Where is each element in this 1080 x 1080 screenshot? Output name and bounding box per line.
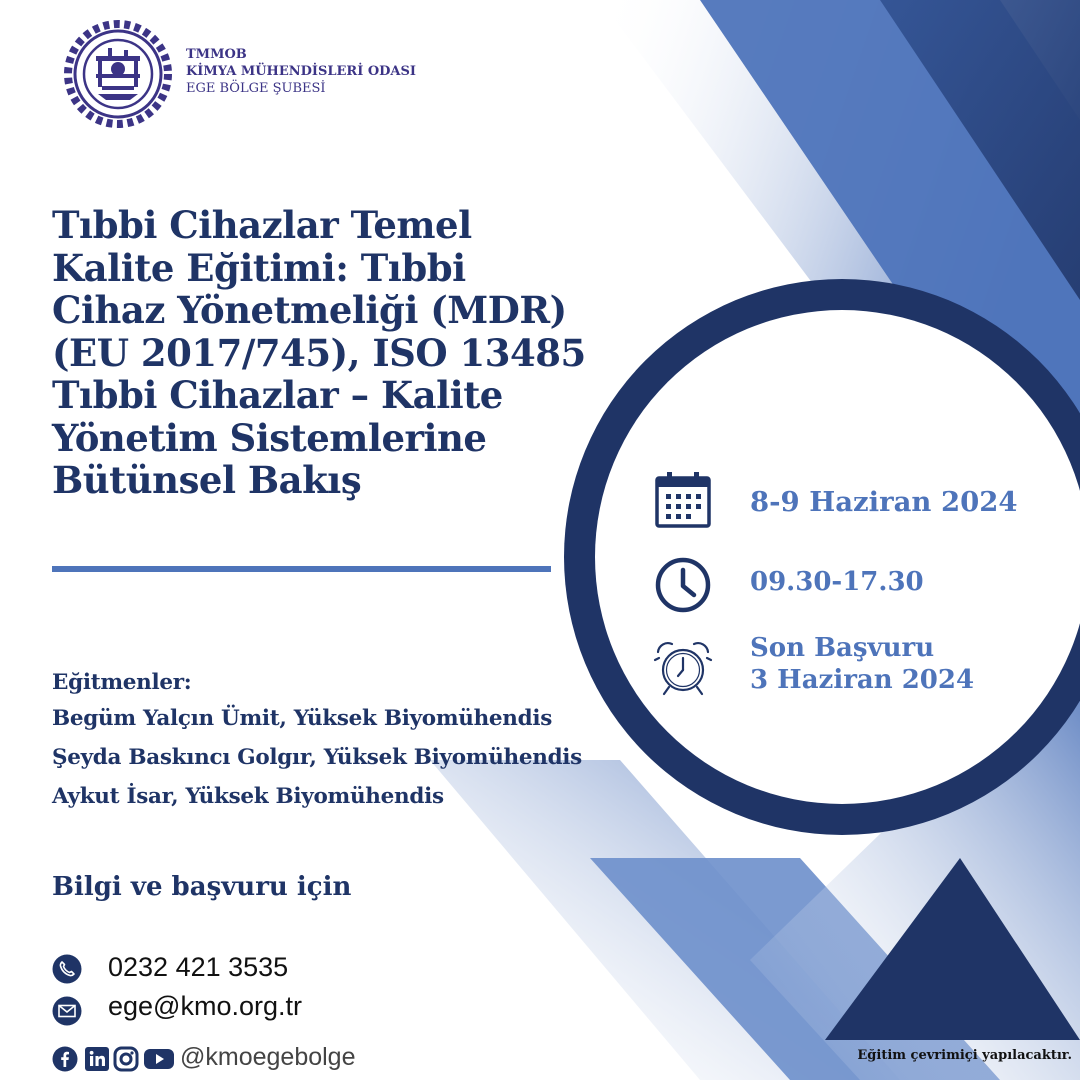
youtube-icon[interactable] (143, 1046, 175, 1072)
org-name-kmo: KİMYA MÜHENDİSLERİ ODASI (186, 64, 416, 79)
email-icon (52, 996, 82, 1026)
trainer-item: Aykut İsar, Yüksek Biyomühendis (52, 784, 444, 809)
alarm-clock-icon (652, 638, 714, 698)
calendar-icon (654, 471, 712, 529)
course-title (52, 204, 652, 502)
trainer-item: Begüm Yalçın Ümit, Yüksek Biyomühendis (52, 706, 553, 731)
online-note: Eğitim çevrimiçi yapılacaktır. (857, 1048, 1072, 1063)
phone-number[interactable]: 0232 421 3535 (108, 952, 289, 982)
title-line: Tıbbi Cihazlar Temel (52, 203, 472, 247)
title-line: Bütünsel Bakış (52, 458, 362, 502)
facebook-icon[interactable] (52, 1046, 78, 1072)
title-line: Kalite Eğitimi: Tıbbi (52, 245, 466, 290)
kmo-logo (58, 14, 178, 134)
social-handle[interactable]: @kmoegebolge (180, 1043, 356, 1071)
deadline-label: Son Başvuru (750, 633, 935, 663)
title-line: Tıbbi Cihazlar – Kalite (52, 373, 503, 417)
title-divider (52, 566, 551, 572)
phone-icon (52, 954, 82, 984)
org-name-branch: EGE BÖLGE ŞUBESİ (186, 81, 326, 96)
instagram-icon[interactable] (113, 1046, 139, 1072)
event-time: 09.30-17.30 (750, 567, 924, 597)
linkedin-icon[interactable] (84, 1046, 110, 1072)
title-line: (EU 2017/745), ISO 13485 (52, 330, 586, 375)
title-line: Cihaz Yönetmeliği (MDR) (52, 288, 567, 332)
trainer-item: Şeyda Baskıncı Golgır, Yüksek Biyomühendis (52, 745, 582, 770)
clock-icon (654, 556, 712, 614)
email-address[interactable]: ege@kmo.org.tr (108, 991, 302, 1021)
deadline-date: 3 Haziran 2024 (750, 665, 975, 695)
org-name-tmmob: TMMOB (186, 47, 247, 62)
trainers-heading: Eğitmenler: (52, 670, 192, 695)
event-date: 8-9 Haziran 2024 (750, 486, 1018, 518)
contact-heading: Bilgi ve başvuru için (52, 872, 352, 902)
title-line: Yönetim Sistemlerine (52, 415, 487, 460)
